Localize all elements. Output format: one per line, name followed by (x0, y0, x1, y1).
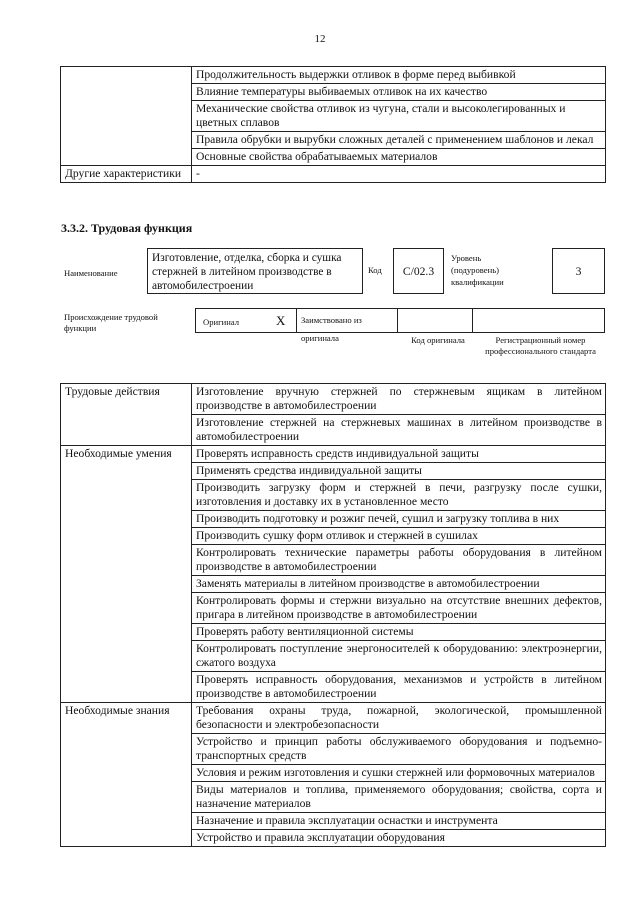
table-cell: Контролировать технические параметры работы оборудования в литейном производстве в автомобилестроении (192, 545, 606, 576)
labor-actions-label: Трудовые действия (61, 384, 192, 446)
table-cell: Влияние температуры выбиваемых отливок на их качество (192, 84, 606, 101)
labor-function-table (60, 383, 606, 847)
knowledge-label: Необходимые знания (61, 703, 192, 847)
code-value: C/02.3 (393, 248, 444, 294)
table-cell: Устройство и принцип работы обслуживаемого оборудования и подъемно-транспортных средств (192, 734, 606, 765)
other-characteristics-label: Другие характеристики (61, 166, 192, 183)
table-cell: Основные свойства обрабатываемых материалов (192, 149, 606, 166)
original-label: Оригинал (203, 317, 240, 327)
section-heading: 3.3.2. Трудовая функция (61, 221, 193, 235)
table-row (61, 703, 606, 734)
table-cell: Правила обрубки и вырубки сложных деталей с применением шаблонов и лекал (192, 132, 606, 149)
level-value: 3 (552, 248, 605, 294)
table-cell: Механические свойства отливок из чугуна, стали и высоколегированных и цветных сплавов (192, 101, 606, 132)
table-cell: Производить загрузку форм и стержней в печи, разгрузку после сушки, изготовления и доставку их в установленное место (192, 480, 606, 511)
table-cell: Контролировать формы и стержни визуально на отсутствие внешних дефектов, пригара в литейном производстве в автомобилестроении (192, 593, 606, 624)
table-cell: Заменять материалы в литейном производстве в автомобилестроении (192, 576, 606, 593)
table-row (61, 166, 606, 183)
table-cell: Применять средства индивидуальной защиты (192, 463, 606, 480)
empty-label-cell (61, 67, 192, 166)
table-cell: Проверять работу вентиляционной системы (192, 624, 606, 641)
table-cell: - (192, 166, 606, 183)
table-cell: Производить подготовку и розжиг печей, сушил и загрузку топлива в них (192, 511, 606, 528)
table-row (61, 67, 606, 84)
skills-label: Необходимые умения (61, 446, 192, 703)
borrowed-cell (296, 308, 398, 343)
page-number: 12 (314, 33, 326, 45)
table-cell: Продолжительность выдержки отливок в форме перед выбивкой (192, 67, 606, 84)
table-row (61, 384, 606, 415)
registration-number-cell (472, 308, 605, 333)
level-label: Уровень (подуровень) квалификации (451, 253, 504, 287)
table-cell: Контролировать поступление энергоносителей к оборудованию: электроэнергии, сжатого воздуха (192, 641, 606, 672)
name-label: Наименование (64, 268, 118, 278)
code-label: Код (368, 265, 382, 275)
origin-label: Происхождение трудовой функции (64, 312, 158, 333)
borrowed-label: Заимствовано из оригинала (301, 315, 362, 343)
table-cell: Изготовление вручную стержней по стержневым ящикам в литейном производстве в автомобилестроении (192, 384, 606, 415)
table-row (61, 446, 606, 463)
table-cell: Назначение и правила эксплуатации оснастки и инструмента (192, 813, 606, 830)
code-caption: Код оригинала (411, 335, 465, 345)
table-cell: Изготовление стержней на стержневых машинах в литейном производстве в автомобилестроении (192, 415, 606, 446)
table-cell: Проверять исправность средств индивидуальной защиты (192, 446, 606, 463)
table-cell: Условия и режим изготовления и сушки стержней или формовочных материалов (192, 765, 606, 782)
knowledge-continuation-table (60, 66, 606, 183)
table-cell: Виды материалов и топлива, применяемого оборудования; свойства, сорта и назначение материалов (192, 782, 606, 813)
table-cell: Проверять исправность оборудования, механизмов и устройств в литейном производстве в автомобилестроении (192, 672, 606, 703)
table-cell: Производить сушку форм отливок и стержней в сушилах (192, 528, 606, 545)
original-code-cell (397, 308, 473, 333)
registration-caption: Регистрационный номер профессионального стандарта (485, 335, 596, 356)
table-cell: Требования охраны труда, пожарной, экологической, промышленной безопасности и электробезопасности (192, 703, 606, 734)
original-mark: X (276, 313, 286, 328)
original-cell (195, 308, 297, 333)
table-cell: Устройство и правила эксплуатации оборудования (192, 830, 606, 847)
name-value: Изготовление, отделка, сборка и сушка стержней в литейном производстве в автомобилестроении (147, 248, 363, 294)
